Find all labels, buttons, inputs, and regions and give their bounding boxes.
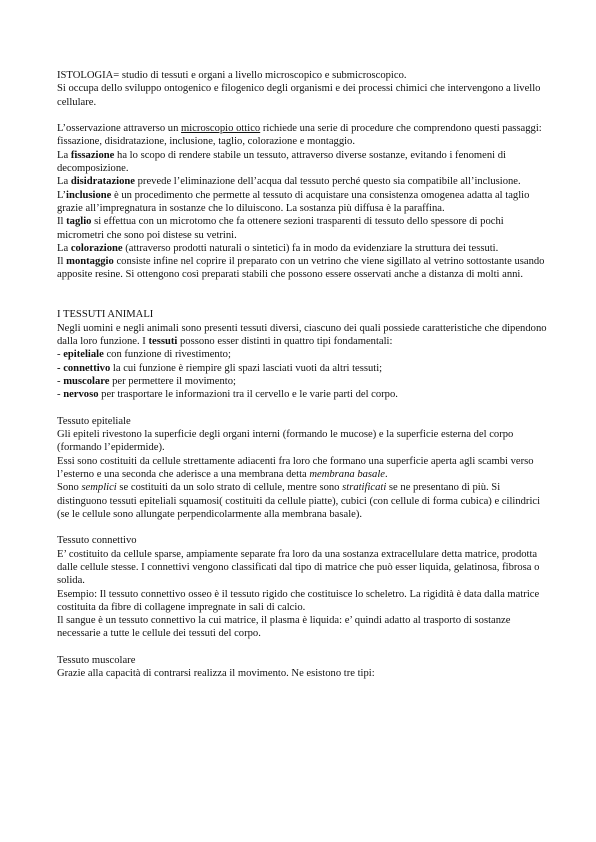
muscolare-paragraph-1: Grazie alla capacità di contrarsi realizza il movimento. Ne esistono tre tipi: <box>57 668 375 680</box>
text: si effettua con un microtomo che fa ottenere sezioni trasparenti di tessuto dello spessore di pochi micrometri che sono poi distese su vetrini. <box>57 216 504 241</box>
connettivo-paragraph-3: Il sangue è un tessuto connettivo la cui matrice, il plasma è liquida: e’ quindi adatto al trasporto di sostanze necessarie a tutte le cellule dei tessuti del corpo. <box>57 615 511 640</box>
intro-line-1: ISTOLOGIA= studio di tessuti e organi a livello microscopico e submicroscopico. <box>57 70 407 81</box>
disidratazione-term: disidratazione <box>70 176 135 188</box>
section-title-animali: I TESSUTI ANIMALI <box>57 309 154 321</box>
fissazione-term: fissazione <box>70 149 115 161</box>
text: Essi sono costituiti da cellule strettamente adiacenti fra loro che formano una superficie aperta agli scambi verso l’esterno e una seconda che aderisce a una membrana detta <box>57 455 534 480</box>
text: L’ <box>57 189 67 201</box>
text: ha lo scopo di rendere stabile un tessuto, attraverso diverse sostanze, evitando i fenomeni di decomposizione. <box>57 149 506 175</box>
membrana-basale-term: membrana basale <box>309 468 385 480</box>
montaggio-term: montaggio <box>66 256 114 268</box>
text: richiede una serie di procedure che comprendono questi passaggi: fissazione, disidratazione, inclusione, taglio, colorazione e montaggio. <box>57 123 542 148</box>
list-term: nervoso <box>63 389 99 401</box>
section-title-muscolare: Tessuto muscolare <box>57 655 136 667</box>
text: Sono <box>57 482 82 494</box>
connettivo-paragraph-1: E’ costituito da cellule sparse, ampiamente separate fra loro da una sostanza extracellulare detta matrice, prodotta dalle cellule stesse. I connettivi vengono classificati dal tipo di matrice che può esser liquida, gelatinosa, fibrosa o solida. <box>57 548 540 587</box>
list-item-nervoso <box>57 388 547 401</box>
text: L’osservazione attraverso un <box>57 123 182 135</box>
text: se ne presentano di più. Si distinguono tessuti epiteliali squamosi( costituiti da cellule piatte), cubici (con cellule di forma cubica) e cilindrici (se le cellule sono allungate perpendicolarmente alla membrana basale). <box>57 482 541 520</box>
taglio-paragraph <box>57 215 547 242</box>
document-page <box>57 69 547 681</box>
list-item-muscolare <box>57 375 547 388</box>
text: Negli uomini e negli animali sono presenti tessuti diversi, ciascuno dei quali possiede caratteristiche che dipendono dalla loro funzione. I <box>57 322 547 347</box>
inclusione-term: inclusione <box>66 189 112 201</box>
text: Il <box>57 256 67 268</box>
list-term: muscolare <box>63 375 110 387</box>
text: consiste infine nel coprire il preparato con un vetrino che viene sigillato al vetrino sottostante usando apposite resine. Si ottengono così preparati stabili che possono essere osservati anche a distanza di molti anni. <box>57 256 545 281</box>
fissazione-paragraph <box>57 149 547 176</box>
text: La <box>57 176 71 188</box>
text: per permettere il movimento; <box>109 375 236 387</box>
procedure-intro <box>57 122 547 149</box>
text: con funzione di rivestimento; <box>103 349 231 361</box>
list-item-epiteliale <box>57 348 547 361</box>
text: è un procedimento che permette al tessuto di acquistare una consistenza omogenea adatta al taglio grazie all’impregnatura in sostanze che lo diluiscono. La sostanza più diffusa è la paraffina. <box>57 189 530 214</box>
text: se costituiti da un solo strato di cellule, mentre sono <box>116 482 343 494</box>
epiteliale-paragraph-2 <box>57 455 547 482</box>
montaggio-paragraph <box>57 255 547 282</box>
epiteliale-paragraph-1: Gli epiteli rivestono la superficie degli organi interni (formando le mucose) e la superficie esterna del corpo (formando l’epidermide). <box>57 429 514 454</box>
dash: - <box>57 375 64 387</box>
dash: - <box>57 362 64 374</box>
dash: - <box>57 389 64 401</box>
connettivo-paragraph-2: Esempio: Il tessuto connettivo osseo è il tessuto rigido che costituisce lo scheletro. La rigidità è data dalla matrice costituita da fibre di collagene impregnate in sali di calcio. <box>57 588 540 613</box>
colorazione-paragraph <box>57 242 547 255</box>
list-item-connettivo <box>57 362 547 375</box>
intro-line-2: Si occupa dello sviluppo ontogenico e filogenico degli organismi e dei processi chimici che intervengono a livello cellulare. <box>57 83 541 108</box>
animali-intro <box>57 322 547 349</box>
text: possono esser distinti in quattro tipi fondamentali: <box>177 335 393 347</box>
text: prevede l’eliminazione dell’acqua dal tessuto perché questo sia compatibile all’inclusione. <box>134 176 521 188</box>
disidratazione-paragraph <box>57 175 547 188</box>
list-term: connettivo <box>63 362 111 374</box>
list-term: epiteliale <box>63 349 104 361</box>
microscope-term: microscopio ottico <box>181 123 261 135</box>
taglio-term: taglio <box>66 216 92 228</box>
inclusione-paragraph <box>57 189 547 216</box>
colorazione-term: colorazione <box>70 242 123 254</box>
text: la cui funzione è riempire gli spazi lasciati vuoti da altri tessuti; <box>110 362 383 374</box>
stratificati-term: stratificati <box>342 482 387 494</box>
text: La <box>57 149 71 161</box>
text: Il <box>57 216 67 228</box>
epiteliale-paragraph-3 <box>57 481 547 521</box>
tessuti-term: tessuti <box>148 335 178 347</box>
text: (attraverso prodotti naturali o sintetici) fa in modo da evidenziare la struttura dei tessuti. <box>122 242 499 254</box>
section-title-epiteliale: Tessuto epiteliale <box>57 415 131 427</box>
text: . <box>384 468 388 480</box>
dash: - <box>57 349 64 361</box>
text: La <box>57 242 71 254</box>
section-title-connettivo: Tessuto connettivo <box>57 535 137 547</box>
text: per trasportare le informazioni tra il cervello e le varie parti del corpo. <box>98 389 398 401</box>
semplici-term: semplici <box>81 482 117 494</box>
